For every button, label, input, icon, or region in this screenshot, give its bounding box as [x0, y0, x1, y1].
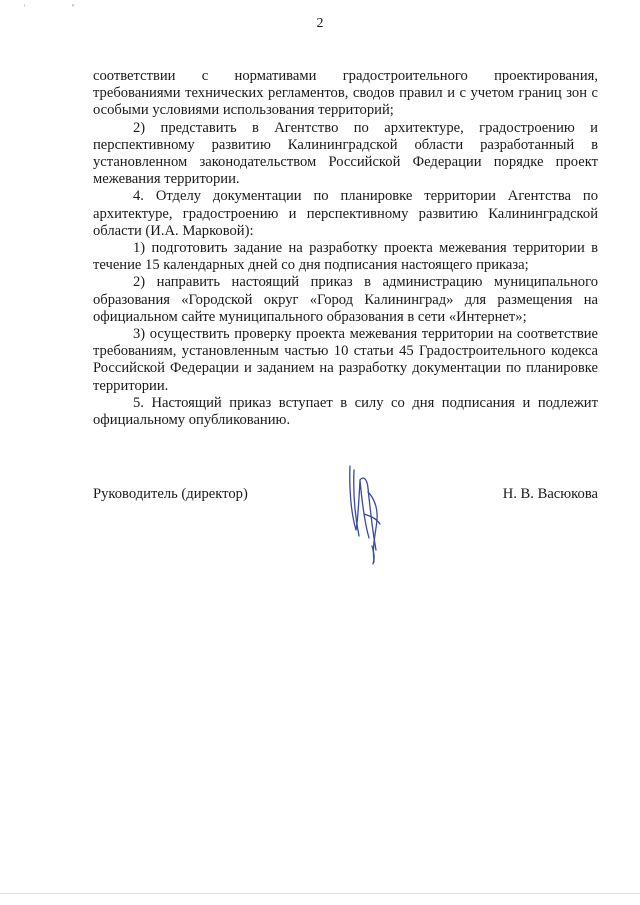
- document-body: [93, 68, 598, 429]
- paragraph: 5. Настоящий приказ вступает в силу со дня подписания и подлежит официальному опубликованию.: [93, 394, 598, 429]
- paragraph: 4. Отделу документации по планировке территории Агентства по архитектуре, градостроению и перспективному развитию Калининградской области (И.А. Марковой):: [93, 188, 598, 239]
- handwritten-signature: [336, 458, 392, 570]
- paragraph: 3) осуществить проверку проекта межевания территории на соответствие требованиям, установленным частью 10 статьи 45 Градостроительного кодекса Российской Федерации и заданием на разработку документации по планировке территории.: [93, 326, 598, 394]
- paragraph: соответствии с нормативами градостроительного проектирования, требованиями технических регламентов, сводов правил и с учетом границ зон с особыми условиями использования территорий;: [93, 68, 598, 119]
- signatory-name: Н. В. Васюкова: [502, 486, 598, 502]
- paragraph: 2) представить в Агентство по архитектуре, градостроению и перспективному развитию Калининградской области разработанный в установленном законодательством Российской Федерации порядке проект межевания территории.: [93, 119, 598, 188]
- scan-corner-marks: ' ": [24, 3, 97, 12]
- page-number: 2: [316, 16, 324, 31]
- signatory-title: Руководитель (директор): [93, 486, 248, 502]
- paragraph: 1) подготовить задание на разработку проекта межевания территории в течение 15 календарных дней со дня подписания настоящего приказа;: [93, 240, 598, 274]
- page-bottom-edge: [0, 893, 640, 894]
- paragraph: 2) направить настоящий приказ в администрацию муниципального образования «Городской округ «Город Калининград» для размещения на официальном сайте муниципального образования в сети «Интернет»;: [93, 274, 598, 325]
